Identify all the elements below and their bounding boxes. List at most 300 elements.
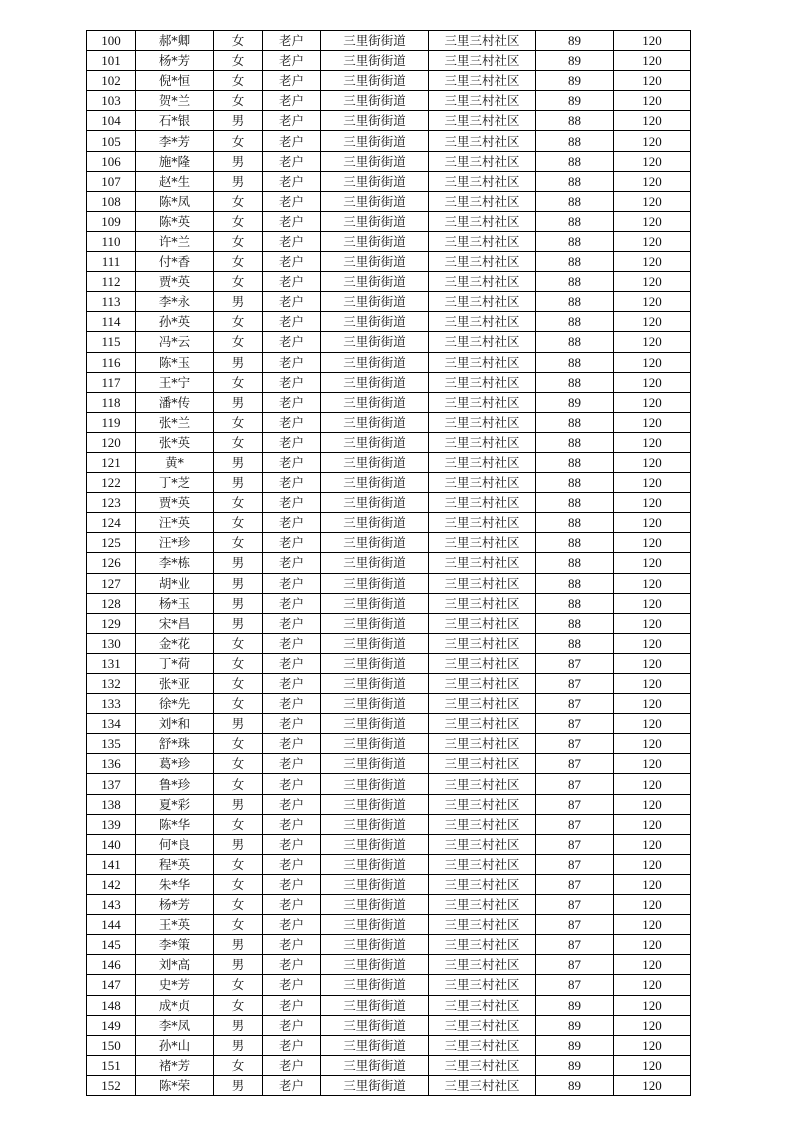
cell-serial-number: 142 <box>87 874 136 894</box>
cell-serial-number: 128 <box>87 593 136 613</box>
table-row <box>87 412 691 432</box>
cell-name: 赵*生 <box>136 171 214 191</box>
cell-amount: 120 <box>614 151 691 171</box>
cell-amount: 120 <box>614 854 691 874</box>
cell-name: 贾*英 <box>136 493 214 513</box>
table-row <box>87 935 691 955</box>
cell-gender: 男 <box>214 111 263 131</box>
cell-household-type: 老户 <box>263 452 321 472</box>
cell-household-type: 老户 <box>263 955 321 975</box>
cell-community: 三里三村社区 <box>429 452 536 472</box>
cell-name: 金*花 <box>136 633 214 653</box>
table-row <box>87 352 691 372</box>
cell-name: 孙*山 <box>136 1035 214 1055</box>
cell-name: 张*英 <box>136 432 214 452</box>
cell-age: 88 <box>536 231 614 251</box>
cell-amount: 120 <box>614 895 691 915</box>
cell-gender: 女 <box>214 674 263 694</box>
cell-household-type: 老户 <box>263 392 321 412</box>
cell-serial-number: 136 <box>87 754 136 774</box>
cell-community: 三里三村社区 <box>429 995 536 1015</box>
cell-serial-number: 151 <box>87 1055 136 1075</box>
cell-serial-number: 106 <box>87 151 136 171</box>
cell-gender: 男 <box>214 955 263 975</box>
cell-amount: 120 <box>614 613 691 633</box>
cell-gender: 女 <box>214 854 263 874</box>
cell-name: 胡*业 <box>136 573 214 593</box>
cell-name: 石*银 <box>136 111 214 131</box>
cell-amount: 120 <box>614 111 691 131</box>
cell-serial-number: 115 <box>87 332 136 352</box>
cell-name: 杨*玉 <box>136 593 214 613</box>
cell-street: 三里街街道 <box>321 774 429 794</box>
cell-age: 88 <box>536 272 614 292</box>
cell-community: 三里三村社区 <box>429 91 536 111</box>
cell-street: 三里街街道 <box>321 432 429 452</box>
cell-street: 三里街街道 <box>321 834 429 854</box>
cell-amount: 120 <box>614 553 691 573</box>
cell-street: 三里街街道 <box>321 995 429 1015</box>
cell-serial-number: 114 <box>87 312 136 332</box>
cell-serial-number: 110 <box>87 231 136 251</box>
cell-serial-number: 138 <box>87 794 136 814</box>
table-row <box>87 272 691 292</box>
cell-amount: 120 <box>614 694 691 714</box>
cell-gender: 女 <box>214 252 263 272</box>
cell-name: 鲁*珍 <box>136 774 214 794</box>
cell-community: 三里三村社区 <box>429 372 536 392</box>
cell-amount: 120 <box>614 834 691 854</box>
cell-gender: 女 <box>214 814 263 834</box>
cell-street: 三里街街道 <box>321 312 429 332</box>
cell-amount: 120 <box>614 874 691 894</box>
cell-community: 三里三村社区 <box>429 71 536 91</box>
cell-street: 三里街街道 <box>321 292 429 312</box>
cell-community: 三里三村社区 <box>429 211 536 231</box>
cell-age: 89 <box>536 1035 614 1055</box>
cell-gender: 女 <box>214 694 263 714</box>
cell-serial-number: 121 <box>87 452 136 472</box>
cell-community: 三里三村社区 <box>429 51 536 71</box>
cell-household-type: 老户 <box>263 493 321 513</box>
cell-gender: 男 <box>214 292 263 312</box>
cell-household-type: 老户 <box>263 895 321 915</box>
cell-serial-number: 141 <box>87 854 136 874</box>
cell-amount: 120 <box>614 653 691 673</box>
cell-gender: 男 <box>214 935 263 955</box>
cell-gender: 女 <box>214 191 263 211</box>
cell-gender: 男 <box>214 573 263 593</box>
cell-household-type: 老户 <box>263 473 321 493</box>
cell-amount: 120 <box>614 995 691 1015</box>
cell-gender: 女 <box>214 754 263 774</box>
cell-community: 三里三村社区 <box>429 935 536 955</box>
cell-name: 李*永 <box>136 292 214 312</box>
cell-amount: 120 <box>614 272 691 292</box>
cell-street: 三里街街道 <box>321 91 429 111</box>
cell-name: 李*栋 <box>136 553 214 573</box>
table-row <box>87 975 691 995</box>
cell-household-type: 老户 <box>263 312 321 332</box>
cell-age: 87 <box>536 694 614 714</box>
cell-community: 三里三村社区 <box>429 1055 536 1075</box>
cell-gender: 男 <box>214 834 263 854</box>
cell-street: 三里街街道 <box>321 51 429 71</box>
cell-amount: 120 <box>614 392 691 412</box>
cell-community: 三里三村社区 <box>429 814 536 834</box>
cell-serial-number: 148 <box>87 995 136 1015</box>
cell-street: 三里街街道 <box>321 493 429 513</box>
cell-amount: 120 <box>614 633 691 653</box>
cell-street: 三里街街道 <box>321 573 429 593</box>
cell-age: 88 <box>536 432 614 452</box>
cell-community: 三里三村社区 <box>429 171 536 191</box>
cell-street: 三里街街道 <box>321 915 429 935</box>
cell-name: 杨*芳 <box>136 895 214 915</box>
table-body <box>87 31 691 1096</box>
cell-serial-number: 139 <box>87 814 136 834</box>
cell-street: 三里街街道 <box>321 171 429 191</box>
cell-gender: 女 <box>214 493 263 513</box>
cell-street: 三里街街道 <box>321 231 429 251</box>
cell-serial-number: 108 <box>87 191 136 211</box>
cell-serial-number: 125 <box>87 533 136 553</box>
cell-gender: 男 <box>214 613 263 633</box>
cell-name: 徐*先 <box>136 694 214 714</box>
cell-age: 88 <box>536 151 614 171</box>
cell-name: 丁*芝 <box>136 473 214 493</box>
cell-gender: 女 <box>214 533 263 553</box>
cell-serial-number: 116 <box>87 352 136 372</box>
table-row <box>87 1075 691 1095</box>
table-row <box>87 392 691 412</box>
cell-serial-number: 144 <box>87 915 136 935</box>
cell-gender: 男 <box>214 171 263 191</box>
cell-name: 李*芳 <box>136 131 214 151</box>
cell-age: 88 <box>536 292 614 312</box>
cell-gender: 女 <box>214 1055 263 1075</box>
cell-serial-number: 130 <box>87 633 136 653</box>
cell-serial-number: 140 <box>87 834 136 854</box>
cell-age: 88 <box>536 312 614 332</box>
cell-community: 三里三村社区 <box>429 955 536 975</box>
cell-amount: 120 <box>614 935 691 955</box>
cell-community: 三里三村社区 <box>429 432 536 452</box>
cell-community: 三里三村社区 <box>429 653 536 673</box>
cell-street: 三里街街道 <box>321 895 429 915</box>
cell-name: 张*亚 <box>136 674 214 694</box>
cell-street: 三里街街道 <box>321 935 429 955</box>
cell-name: 付*香 <box>136 252 214 272</box>
table-row <box>87 613 691 633</box>
table-row <box>87 774 691 794</box>
cell-serial-number: 112 <box>87 272 136 292</box>
cell-community: 三里三村社区 <box>429 312 536 332</box>
cell-serial-number: 103 <box>87 91 136 111</box>
cell-serial-number: 132 <box>87 674 136 694</box>
cell-street: 三里街街道 <box>321 533 429 553</box>
cell-amount: 120 <box>614 714 691 734</box>
cell-amount: 120 <box>614 352 691 372</box>
table-row <box>87 332 691 352</box>
cell-household-type: 老户 <box>263 674 321 694</box>
cell-community: 三里三村社区 <box>429 734 536 754</box>
cell-age: 88 <box>536 171 614 191</box>
cell-street: 三里街街道 <box>321 593 429 613</box>
cell-community: 三里三村社区 <box>429 674 536 694</box>
cell-age: 88 <box>536 372 614 392</box>
cell-street: 三里街街道 <box>321 473 429 493</box>
cell-household-type: 老户 <box>263 372 321 392</box>
cell-amount: 120 <box>614 432 691 452</box>
cell-street: 三里街街道 <box>321 332 429 352</box>
cell-name: 汪*英 <box>136 513 214 533</box>
cell-household-type: 老户 <box>263 252 321 272</box>
cell-household-type: 老户 <box>263 653 321 673</box>
cell-age: 89 <box>536 392 614 412</box>
cell-community: 三里三村社区 <box>429 231 536 251</box>
cell-street: 三里街街道 <box>321 513 429 533</box>
cell-name: 潘*传 <box>136 392 214 412</box>
cell-household-type: 老户 <box>263 513 321 533</box>
cell-household-type: 老户 <box>263 593 321 613</box>
cell-age: 88 <box>536 473 614 493</box>
cell-name: 何*良 <box>136 834 214 854</box>
cell-amount: 120 <box>614 513 691 533</box>
cell-serial-number: 119 <box>87 412 136 432</box>
cell-amount: 120 <box>614 292 691 312</box>
cell-household-type: 老户 <box>263 794 321 814</box>
cell-gender: 女 <box>214 131 263 151</box>
cell-name: 王*英 <box>136 915 214 935</box>
cell-age: 89 <box>536 91 614 111</box>
cell-name: 丁*荷 <box>136 653 214 673</box>
table-row <box>87 653 691 673</box>
cell-community: 三里三村社区 <box>429 473 536 493</box>
cell-street: 三里街街道 <box>321 975 429 995</box>
table-row <box>87 794 691 814</box>
cell-community: 三里三村社区 <box>429 774 536 794</box>
cell-name: 许*兰 <box>136 231 214 251</box>
table-row <box>87 814 691 834</box>
cell-street: 三里街街道 <box>321 392 429 412</box>
cell-amount: 120 <box>614 231 691 251</box>
cell-household-type: 老户 <box>263 51 321 71</box>
cell-street: 三里街街道 <box>321 633 429 653</box>
cell-age: 88 <box>536 573 614 593</box>
cell-age: 87 <box>536 734 614 754</box>
cell-name: 李*策 <box>136 935 214 955</box>
cell-household-type: 老户 <box>263 874 321 894</box>
cell-age: 88 <box>536 131 614 151</box>
cell-name: 倪*恒 <box>136 71 214 91</box>
cell-household-type: 老户 <box>263 915 321 935</box>
cell-street: 三里街街道 <box>321 412 429 432</box>
cell-household-type: 老户 <box>263 714 321 734</box>
cell-serial-number: 135 <box>87 734 136 754</box>
cell-street: 三里街街道 <box>321 754 429 774</box>
table-row <box>87 231 691 251</box>
cell-age: 88 <box>536 533 614 553</box>
cell-age: 87 <box>536 854 614 874</box>
cell-street: 三里街街道 <box>321 553 429 573</box>
cell-name: 陈*英 <box>136 211 214 231</box>
table-row <box>87 111 691 131</box>
cell-street: 三里街街道 <box>321 191 429 211</box>
cell-serial-number: 123 <box>87 493 136 513</box>
table-row <box>87 252 691 272</box>
cell-serial-number: 102 <box>87 71 136 91</box>
cell-name: 贺*兰 <box>136 91 214 111</box>
cell-street: 三里街街道 <box>321 252 429 272</box>
cell-household-type: 老户 <box>263 412 321 432</box>
cell-name: 刘*和 <box>136 714 214 734</box>
cell-gender: 女 <box>214 272 263 292</box>
cell-household-type: 老户 <box>263 231 321 251</box>
cell-serial-number: 133 <box>87 694 136 714</box>
cell-household-type: 老户 <box>263 91 321 111</box>
cell-serial-number: 131 <box>87 653 136 673</box>
cell-amount: 120 <box>614 31 691 51</box>
cell-amount: 120 <box>614 71 691 91</box>
table-row <box>87 312 691 332</box>
cell-serial-number: 147 <box>87 975 136 995</box>
cell-amount: 120 <box>614 975 691 995</box>
cell-community: 三里三村社区 <box>429 1035 536 1055</box>
cell-amount: 120 <box>614 191 691 211</box>
cell-community: 三里三村社区 <box>429 412 536 432</box>
cell-street: 三里街街道 <box>321 674 429 694</box>
cell-street: 三里街街道 <box>321 653 429 673</box>
cell-age: 88 <box>536 633 614 653</box>
cell-name: 李*凤 <box>136 1015 214 1035</box>
cell-age: 88 <box>536 191 614 211</box>
cell-age: 88 <box>536 613 614 633</box>
cell-amount: 120 <box>614 412 691 432</box>
table-row <box>87 734 691 754</box>
cell-age: 88 <box>536 452 614 472</box>
table-row <box>87 995 691 1015</box>
cell-amount: 120 <box>614 1055 691 1075</box>
cell-serial-number: 152 <box>87 1075 136 1095</box>
cell-amount: 120 <box>614 774 691 794</box>
cell-amount: 120 <box>614 452 691 472</box>
cell-community: 三里三村社区 <box>429 794 536 814</box>
cell-age: 87 <box>536 895 614 915</box>
cell-household-type: 老户 <box>263 332 321 352</box>
cell-community: 三里三村社区 <box>429 975 536 995</box>
cell-serial-number: 118 <box>87 392 136 412</box>
cell-amount: 120 <box>614 171 691 191</box>
cell-community: 三里三村社区 <box>429 854 536 874</box>
cell-amount: 120 <box>614 51 691 71</box>
cell-age: 87 <box>536 714 614 734</box>
table-row <box>87 71 691 91</box>
cell-community: 三里三村社区 <box>429 513 536 533</box>
cell-amount: 120 <box>614 332 691 352</box>
cell-community: 三里三村社区 <box>429 1075 536 1095</box>
cell-name: 杨*芳 <box>136 51 214 71</box>
table-row <box>87 1015 691 1035</box>
table-row <box>87 854 691 874</box>
cell-household-type: 老户 <box>263 975 321 995</box>
cell-street: 三里街街道 <box>321 694 429 714</box>
table-row <box>87 593 691 613</box>
cell-amount: 120 <box>614 573 691 593</box>
cell-household-type: 老户 <box>263 151 321 171</box>
cell-community: 三里三村社区 <box>429 633 536 653</box>
cell-name: 刘*高 <box>136 955 214 975</box>
cell-gender: 男 <box>214 352 263 372</box>
cell-street: 三里街街道 <box>321 211 429 231</box>
cell-amount: 120 <box>614 754 691 774</box>
table-row <box>87 513 691 533</box>
cell-age: 88 <box>536 593 614 613</box>
cell-name: 成*贞 <box>136 995 214 1015</box>
cell-age: 89 <box>536 71 614 91</box>
cell-amount: 120 <box>614 372 691 392</box>
cell-age: 88 <box>536 332 614 352</box>
cell-age: 89 <box>536 1055 614 1075</box>
cell-household-type: 老户 <box>263 754 321 774</box>
cell-name: 史*芳 <box>136 975 214 995</box>
cell-name: 黄* <box>136 452 214 472</box>
cell-age: 88 <box>536 493 614 513</box>
table-row <box>87 553 691 573</box>
cell-gender: 女 <box>214 432 263 452</box>
cell-gender: 男 <box>214 452 263 472</box>
cell-serial-number: 137 <box>87 774 136 794</box>
table-row <box>87 372 691 392</box>
cell-gender: 女 <box>214 653 263 673</box>
cell-name: 贾*英 <box>136 272 214 292</box>
cell-household-type: 老户 <box>263 1035 321 1055</box>
cell-gender: 女 <box>214 71 263 91</box>
cell-amount: 120 <box>614 794 691 814</box>
cell-age: 88 <box>536 513 614 533</box>
table-row <box>87 91 691 111</box>
table-row <box>87 895 691 915</box>
cell-household-type: 老户 <box>263 1055 321 1075</box>
cell-amount: 120 <box>614 312 691 332</box>
cell-household-type: 老户 <box>263 111 321 131</box>
cell-street: 三里街街道 <box>321 131 429 151</box>
cell-gender: 女 <box>214 91 263 111</box>
cell-serial-number: 145 <box>87 935 136 955</box>
cell-household-type: 老户 <box>263 694 321 714</box>
cell-gender: 男 <box>214 1015 263 1035</box>
cell-age: 87 <box>536 975 614 995</box>
cell-street: 三里街街道 <box>321 1055 429 1075</box>
cell-household-type: 老户 <box>263 171 321 191</box>
cell-household-type: 老户 <box>263 1015 321 1035</box>
cell-gender: 男 <box>214 151 263 171</box>
cell-street: 三里街街道 <box>321 854 429 874</box>
cell-serial-number: 122 <box>87 473 136 493</box>
table-row <box>87 874 691 894</box>
cell-gender: 男 <box>214 714 263 734</box>
cell-community: 三里三村社区 <box>429 1015 536 1035</box>
cell-name: 朱*华 <box>136 874 214 894</box>
cell-community: 三里三村社区 <box>429 493 536 513</box>
cell-serial-number: 129 <box>87 613 136 633</box>
table-row <box>87 573 691 593</box>
cell-street: 三里街街道 <box>321 31 429 51</box>
cell-serial-number: 111 <box>87 252 136 272</box>
cell-amount: 120 <box>614 131 691 151</box>
cell-household-type: 老户 <box>263 1075 321 1095</box>
cell-amount: 120 <box>614 473 691 493</box>
